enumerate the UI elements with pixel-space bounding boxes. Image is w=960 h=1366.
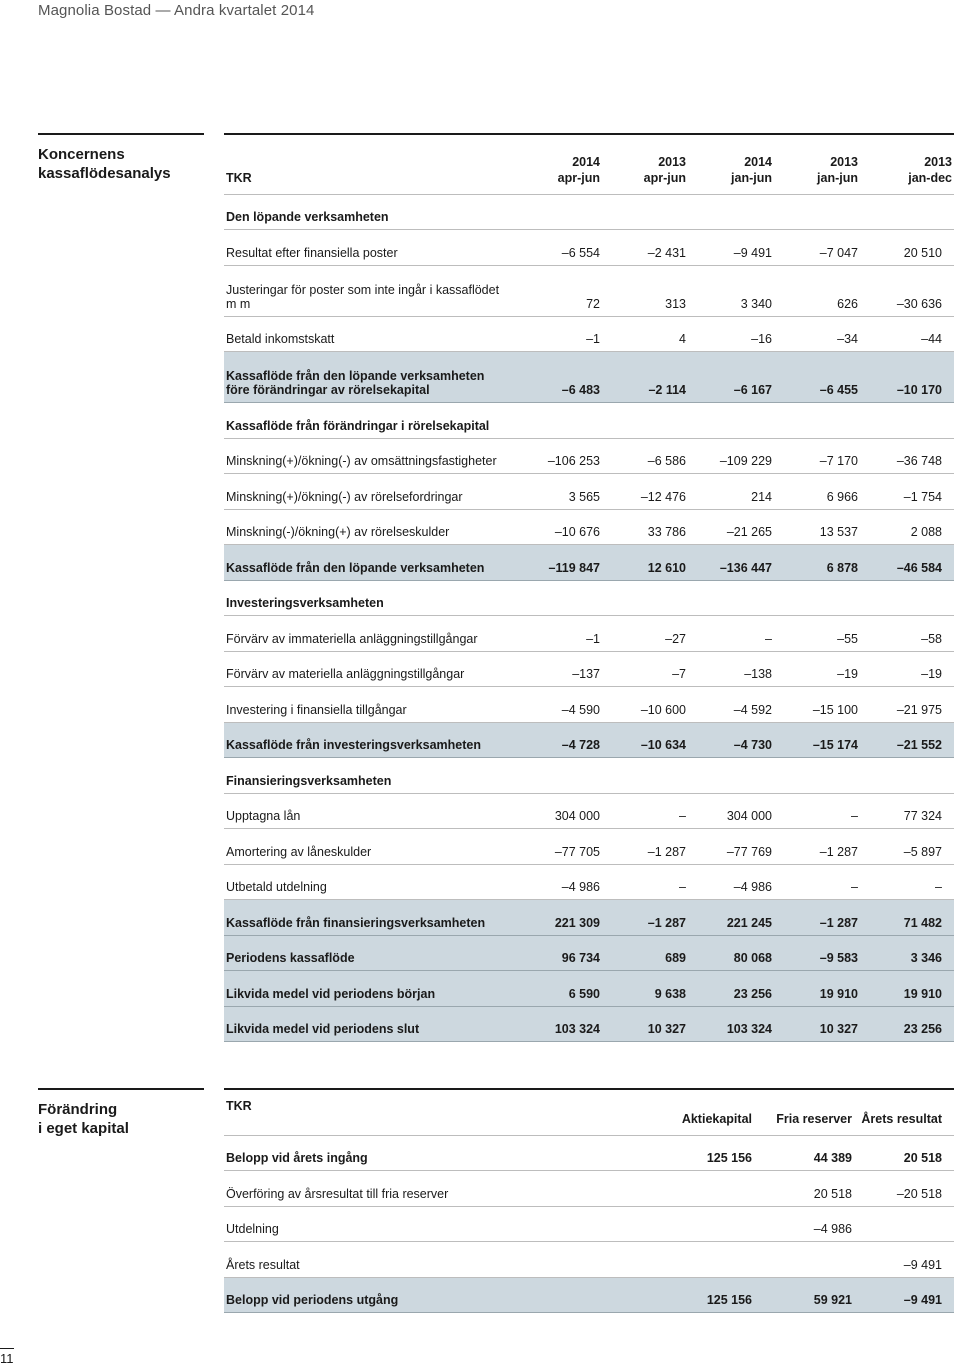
subtotal-row [224,971,954,1007]
row-value: –21 552 [860,722,954,758]
row-label: Överföring av årsresultat till fria reserver [224,1171,654,1207]
row-label: Betald inkomstskatt [224,316,524,352]
equity-column-header: Aktiekapital [654,1089,754,1135]
cashflow-unit-header: TKR [224,134,524,194]
row-value: –27 [602,616,688,652]
table-row [224,474,954,510]
row-value: –46 584 [860,545,954,581]
row-value: 72 [524,265,602,316]
row-value: –1 287 [602,900,688,936]
row-value [754,1242,854,1278]
row-label: Likvida medel vid periodens början [224,971,524,1007]
row-value: 12 610 [602,545,688,581]
row-value: –19 [774,651,860,687]
row-value [654,1171,754,1207]
row-label: Utbetald utdelning [224,864,524,900]
row-value: –19 [860,651,954,687]
row-value: –1 754 [860,474,954,510]
page-number: 11 [0,1348,14,1366]
table-row [224,438,954,474]
row-label: Kassaflöde från finansieringsverksamheten [224,900,524,936]
row-value: –4 728 [524,722,602,758]
equity-table [224,1088,954,1313]
row-value: –1 287 [602,829,688,865]
row-value: –10 634 [602,722,688,758]
row-value: 19 910 [774,971,860,1007]
row-value: 96 734 [524,935,602,971]
subtotal-row [224,1277,954,1313]
table-row [224,265,954,316]
row-value: 3 340 [688,265,774,316]
table-row [224,1206,954,1242]
row-value: 304 000 [524,793,602,829]
row-value: –7 047 [774,230,860,266]
row-value: –55 [774,616,860,652]
row-label: Belopp vid periodens utgång [224,1277,654,1313]
row-label: Minskning(+)/ökning(-) av omsättningsfastigheter [224,438,524,474]
row-value: 13 537 [774,509,860,545]
row-label: Utdelning [224,1206,654,1242]
row-value: 221 245 [688,900,774,936]
row-value: –6 483 [524,352,602,403]
equity-header-row [224,1089,954,1135]
row-value: –4 986 [524,864,602,900]
row-label: Belopp vid årets ingång [224,1135,654,1171]
row-value: 214 [688,474,774,510]
row-value: –137 [524,651,602,687]
row-value: –36 748 [860,438,954,474]
equity-unit-header: TKR [224,1089,654,1135]
row-value: 59 921 [754,1277,854,1313]
row-value: – [774,864,860,900]
row-value: –15 174 [774,722,860,758]
row-value: –106 253 [524,438,602,474]
row-value: –10 170 [860,352,954,403]
row-value: –20 518 [854,1171,954,1207]
section-heading-row [224,758,954,794]
row-value: –6 554 [524,230,602,266]
section-heading-row [224,403,954,439]
row-value: 20 510 [860,230,954,266]
row-value: – [774,793,860,829]
row-value: 3 346 [860,935,954,971]
row-value: –10 600 [602,687,688,723]
row-value: –1 287 [774,900,860,936]
row-value: –136 447 [688,545,774,581]
equity-column-header: Årets resultat [854,1089,954,1135]
section-heading-row [224,194,954,230]
row-label: Förvärv av immateriella anläggningstillgångar [224,616,524,652]
row-value: 304 000 [688,793,774,829]
column-period: jan-jun [817,170,858,185]
column-period: jan-dec [908,170,952,185]
row-label: Investering i finansiella tillgångar [224,687,524,723]
cashflow-header-row [224,134,954,194]
row-value: –77 769 [688,829,774,865]
row-value: 2 088 [860,509,954,545]
row-value: 313 [602,265,688,316]
column-year: 2013 [658,154,686,169]
row-value: 626 [774,265,860,316]
column-year: 2014 [572,154,600,169]
row-value: 10 327 [602,1006,688,1042]
cashflow-column-header [602,134,688,194]
table-row [224,829,954,865]
row-value: 23 256 [860,1006,954,1042]
row-value: 221 309 [524,900,602,936]
row-label: Periodens kassaflöde [224,935,524,971]
section-heading: Finansieringsverksamheten [224,758,954,794]
row-value: – [688,616,774,652]
row-value: 77 324 [860,793,954,829]
equity-section-title [38,1088,204,1138]
section-heading: Investeringsverksamheten [224,580,954,616]
section-heading: Kassaflöde från förändringar i rörelsekapital [224,403,954,439]
row-value: –21 265 [688,509,774,545]
row-value: 80 068 [688,935,774,971]
equity-title-line1: Förändring [38,1101,118,1118]
row-value: –4 592 [688,687,774,723]
row-label: Kassaflöde från den löpande verksamheten före förändringar av rörelsekapital [224,352,524,403]
row-value: 44 389 [754,1135,854,1171]
table-row [224,1242,954,1278]
cashflow-title-line1: Koncernens [38,146,125,163]
table-row [224,793,954,829]
row-value: 125 156 [654,1135,754,1171]
row-value: –119 847 [524,545,602,581]
row-value: –77 705 [524,829,602,865]
column-period: apr-jun [557,170,600,185]
subtotal-row [224,900,954,936]
subtotal-row [224,1006,954,1042]
row-label: Förvärv av materiella anläggningstillgångar [224,651,524,687]
row-value: –58 [860,616,954,652]
row-value: –4 986 [754,1206,854,1242]
row-value: –7 170 [774,438,860,474]
table-row [224,651,954,687]
row-label: Årets resultat [224,1242,654,1278]
table-row [224,316,954,352]
table-row [224,687,954,723]
row-value [654,1206,754,1242]
table-row [224,616,954,652]
column-year: 2013 [924,154,952,169]
row-value: –4 590 [524,687,602,723]
cashflow-column-header [774,134,860,194]
row-value: 6 966 [774,474,860,510]
running-header: Magnolia Bostad — Andra kvartalet 2014 [38,2,315,19]
row-value: –6 167 [688,352,774,403]
row-value: 103 324 [688,1006,774,1042]
row-value: –6 586 [602,438,688,474]
row-value: 689 [602,935,688,971]
cashflow-table [224,133,954,1042]
column-year: 2013 [830,154,858,169]
row-value: –1 [524,616,602,652]
subtotal-row [224,352,954,403]
cashflow-title-line2: kassaflödesanalys [38,165,171,182]
row-value: –9 491 [688,230,774,266]
row-value [654,1242,754,1278]
row-value: – [860,864,954,900]
row-value: 19 910 [860,971,954,1007]
row-value: 3 565 [524,474,602,510]
column-period: apr-jun [643,170,686,185]
cashflow-column-header [860,134,954,194]
section-heading: Den löpande verksamheten [224,194,954,230]
row-value: –15 100 [774,687,860,723]
cashflow-column-header [524,134,602,194]
subtotal-row [224,935,954,971]
row-label: Likvida medel vid periodens slut [224,1006,524,1042]
row-label: Minskning(+)/ökning(-) av rörelsefordringar [224,474,524,510]
row-label: Upptagna lån [224,793,524,829]
row-label: Kassaflöde från den löpande verksamheten [224,545,524,581]
row-value: 9 638 [602,971,688,1007]
row-value: –5 897 [860,829,954,865]
equity-column-header: Fria reserver [754,1089,854,1135]
row-value: –21 975 [860,687,954,723]
row-value: –4 986 [688,864,774,900]
table-row [224,509,954,545]
section-heading-row [224,580,954,616]
row-value: –6 455 [774,352,860,403]
row-value: –7 [602,651,688,687]
row-value: 10 327 [774,1006,860,1042]
row-value: –109 229 [688,438,774,474]
row-value: –2 114 [602,352,688,403]
subtotal-row [224,545,954,581]
row-value: 20 518 [854,1135,954,1171]
row-value: –12 476 [602,474,688,510]
row-value: 103 324 [524,1006,602,1042]
table-row [224,230,954,266]
row-value: 23 256 [688,971,774,1007]
row-value: –4 730 [688,722,774,758]
row-value: 33 786 [602,509,688,545]
column-period: jan-jun [731,170,772,185]
column-year: 2014 [744,154,772,169]
row-label: Justeringar för poster som inte ingår i kassaflödet m m [224,265,524,316]
row-value: – [602,864,688,900]
row-value: 20 518 [754,1171,854,1207]
row-value: –1 287 [774,829,860,865]
row-value: 4 [602,316,688,352]
row-label: Resultat efter finansiella poster [224,230,524,266]
row-value: –1 [524,316,602,352]
row-value: –9 583 [774,935,860,971]
row-label: Minskning(-)/ökning(+) av rörelseskulder [224,509,524,545]
row-value: 6 590 [524,971,602,1007]
subtotal-row [224,722,954,758]
row-value: –34 [774,316,860,352]
row-value: 125 156 [654,1277,754,1313]
cashflow-section-title [38,133,204,183]
row-value: –10 676 [524,509,602,545]
row-value: 6 878 [774,545,860,581]
table-row [224,864,954,900]
row-value [854,1206,954,1242]
row-value: – [602,793,688,829]
row-value: –138 [688,651,774,687]
row-value: –9 491 [854,1277,954,1313]
row-value: –44 [860,316,954,352]
row-value: –30 636 [860,265,954,316]
equity-title-line2: i eget kapital [38,1120,129,1137]
row-label: Kassaflöde från investeringsverksamheten [224,722,524,758]
row-value: –2 431 [602,230,688,266]
table-row [224,1135,954,1171]
cashflow-column-header [688,134,774,194]
row-label: Amortering av låneskulder [224,829,524,865]
row-value: –16 [688,316,774,352]
row-value: –9 491 [854,1242,954,1278]
row-value: 71 482 [860,900,954,936]
table-row [224,1171,954,1207]
